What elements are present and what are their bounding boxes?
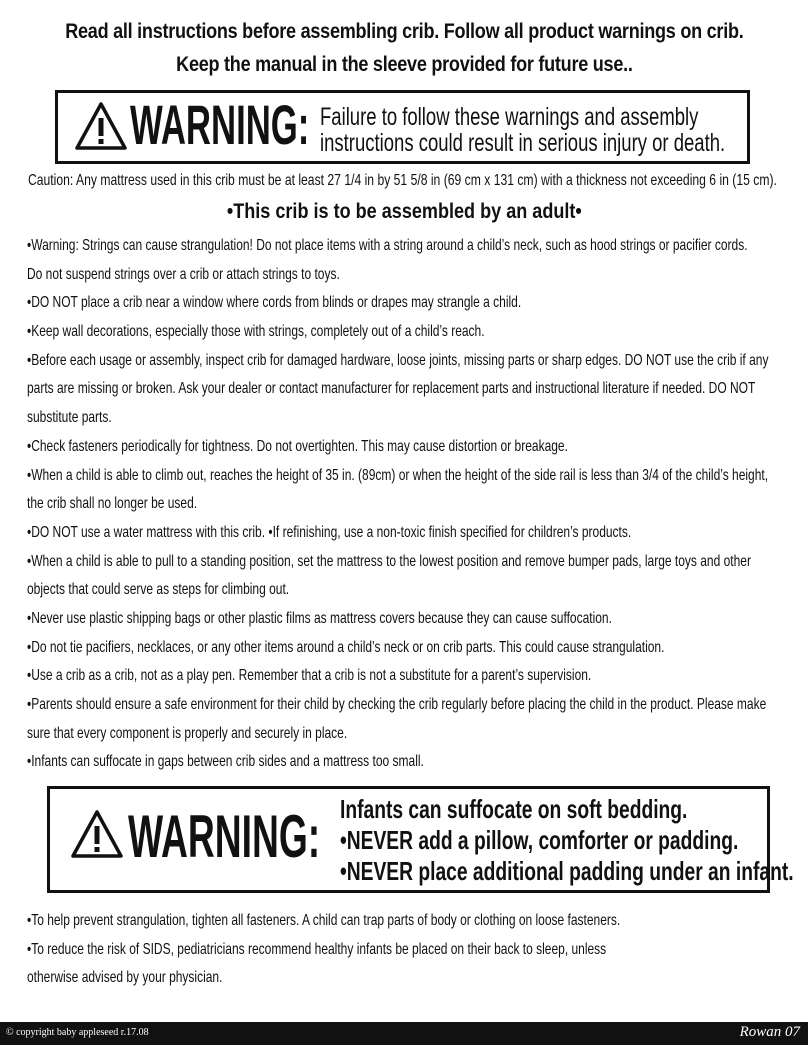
instruction-header-line-1: Read all instructions before assembling crib. Follow all product warnings on crib. bbox=[64, 20, 744, 43]
warning-triangle-icon bbox=[70, 809, 124, 859]
list-item: •DO NOT place a crib near a window where cords from blinds or drapes may strangle a child. bbox=[27, 294, 522, 312]
list-item: •Infants can suffocate in gaps between crib sides and a mattress too small. bbox=[27, 753, 424, 771]
list-item: •Do not tie pacifiers, necklaces, or any other items around a child’s neck or on crib parts. This could cause strangulation. bbox=[27, 638, 665, 656]
copyright-text: © copyright baby appleseed r.17.08 bbox=[6, 1027, 149, 1038]
list-item: •DO NOT use a water mattress with this crib. •If refinishing, use a non-toxic finish specified for children’s products. bbox=[27, 523, 632, 541]
list-item: otherwise advised by your physician. bbox=[27, 969, 223, 987]
list-item: sure that every component is properly and securely in place. bbox=[27, 724, 348, 742]
adult-assembly-notice: •This crib is to be assembled by an adult• bbox=[226, 200, 582, 223]
footer-bar bbox=[0, 1022, 808, 1045]
list-item: •To help prevent strangulation, tighten all fasteners. A child can trap parts of body or clothing on loose fasteners. bbox=[27, 912, 621, 929]
instruction-header-line-2: Keep the manual in the sleeve provided for future use.. bbox=[175, 53, 633, 76]
warning-message: Failure to follow these warnings and assembly instructions could result in serious injury or death. bbox=[320, 103, 726, 157]
additional-bullet-list bbox=[27, 907, 808, 993]
safety-bullet-list bbox=[27, 232, 808, 777]
list-item: •To reduce the risk of SIDS, pediatricians recommend healthy infants be placed on their back to sleep, unless bbox=[27, 940, 607, 958]
list-item: •Check fasteners periodically for tightness. Do not overtighten. This may cause distortion or breakage. bbox=[27, 437, 568, 455]
list-item: objects that could serve as steps for climbing out. bbox=[27, 581, 290, 599]
list-item: Do not suspend strings over a crib or attach strings to toys. bbox=[27, 265, 340, 283]
warning-box-bedding bbox=[47, 786, 794, 893]
model-name: Rowan 07 bbox=[739, 1024, 800, 1040]
list-item: the crib shall no longer be used. bbox=[27, 495, 198, 513]
list-item: •Warning: Strings can cause strangulation! Do not place items with a string around a child’s neck, such as hood strings or pacifier cords. bbox=[27, 237, 748, 254]
warning-triangle-icon bbox=[74, 101, 128, 151]
list-item: •Parents should ensure a safe environment for their child by checking the crib regularly before placing the child in the product. Please make bbox=[27, 696, 767, 713]
warning-message: Infants can suffocate on soft bedding. •NEVER add a pillow, comforter or padding. •NEVER place additional padding under an infant. bbox=[340, 794, 794, 886]
warning-label: WARNING: bbox=[130, 93, 310, 156]
warning-label: WARNING: bbox=[128, 803, 321, 870]
mattress-caution: Caution: Any mattress used in this crib must be at least 27 1/4 in by 51 5/8 in (69 cm x 131 cm) with a thickness not exceeding 6 in (15 cm). bbox=[28, 172, 777, 189]
list-item: •Before each usage or assembly, inspect crib for damaged hardware, loose joints, missing parts or sharp edges. DO NOT use the crib if any bbox=[27, 351, 769, 369]
list-item: •When a child is able to pull to a standing position, set the mattress to the lowest position and remove bumper pads, large toys and other bbox=[27, 552, 751, 570]
list-item: parts are missing or broken. Ask your dealer or contact manufacturer for replacement parts and instructional literature if needed. DO NOT bbox=[27, 380, 756, 398]
list-item: •Keep wall decorations, especially those with strings, completely out of a child’s reach. bbox=[27, 323, 485, 341]
list-item: substitute parts. bbox=[27, 409, 112, 427]
warning-box-assembly bbox=[55, 90, 750, 164]
list-item: •When a child is able to climb out, reaches the height of 35 in. (89cm) or when the height of the side rail is less than 3/4 of the child’s height, bbox=[27, 466, 769, 484]
list-item: •Never use plastic shipping bags or other plastic films as mattress covers because they can cause suffocation. bbox=[27, 609, 612, 627]
list-item: •Use a crib as a crib, not as a play pen. Remember that a crib is not a substitute for a parent’s supervision. bbox=[27, 667, 592, 685]
